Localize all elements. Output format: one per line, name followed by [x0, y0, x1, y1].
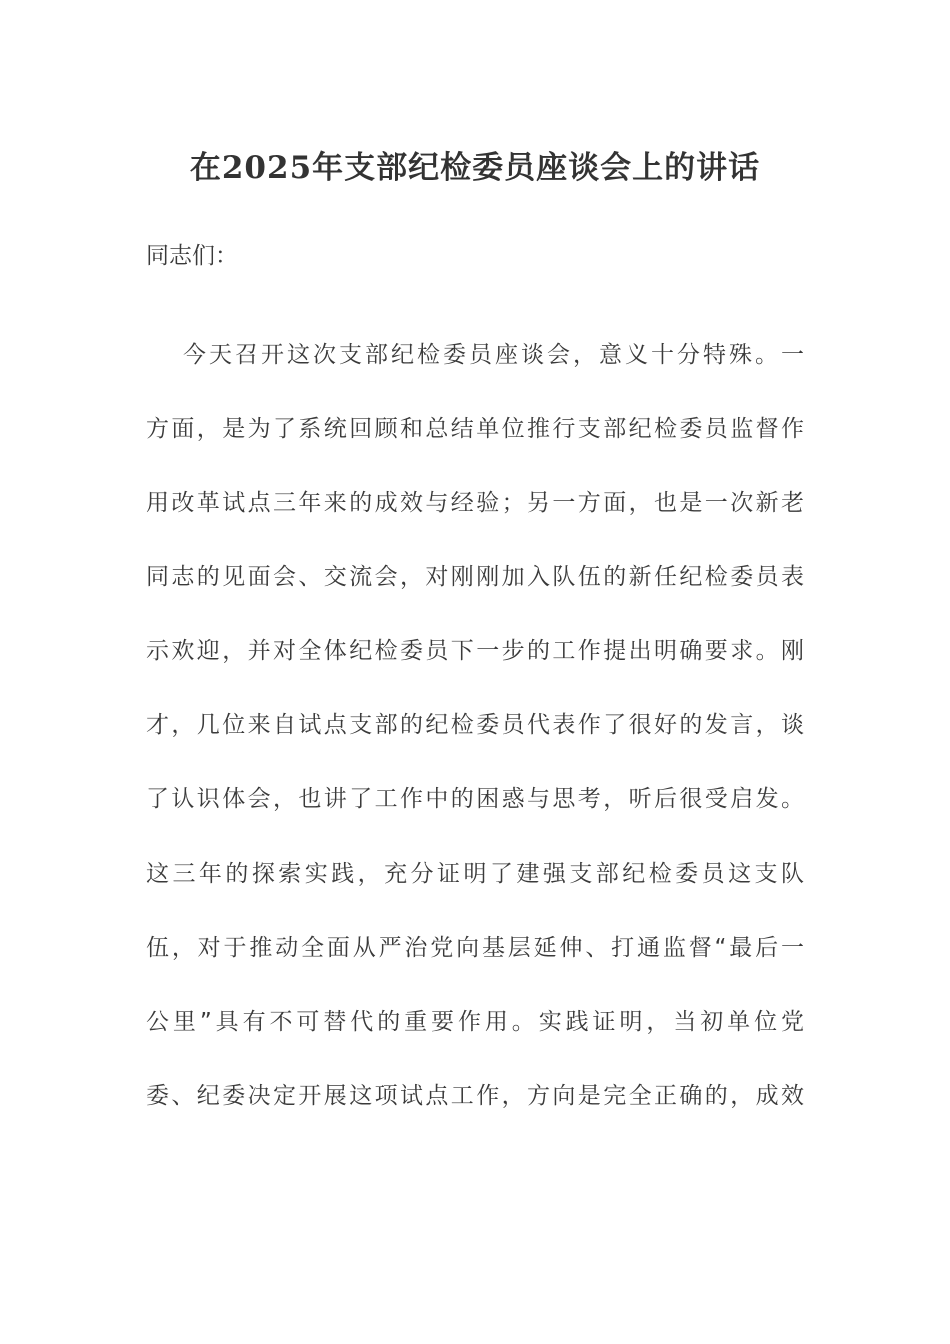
document-title: 在2025年支部纪检委员座谈会上的讲话 — [189, 150, 761, 186]
paragraph-line: 同志的见面会、交流会，对刚刚加入队伍的新任纪检委员表 — [146, 564, 804, 590]
paragraph-line: 今天召开这次支部纪检委员座谈会，意义十分特殊。一 — [183, 342, 804, 368]
paragraph-line: 示欢迎，并对全体纪检委员下一步的工作提出明确要求。刚 — [146, 638, 804, 664]
paragraph-line: 方面，是为了系统回顾和总结单位推行支部纪检委员监督作 — [146, 416, 804, 442]
paragraph-line: 公里”具有不可替代的重要作用。实践证明，当初单位党 — [146, 1009, 804, 1035]
paragraph-line: 这三年的探索实践，充分证明了建强支部纪检委员这支队 — [146, 861, 804, 887]
paragraph-line: 伍，对于推动全面从严治党向基层延伸、打通监督“最后一 — [146, 935, 804, 961]
paragraph-line: 了认识体会，也讲了工作中的困惑与思考，听后很受启发。 — [146, 786, 804, 812]
paragraph-line: 用改革试点三年来的成效与经验；另一方面，也是一次新老 — [146, 490, 804, 516]
salutation: 同志们： — [146, 243, 238, 269]
paragraph-line: 委、纪委决定开展这项试点工作，方向是完全正确的，成效 — [146, 1083, 804, 1109]
paragraph-line: 才，几位来自试点支部的纪检委员代表作了很好的发言，谈 — [146, 712, 804, 738]
